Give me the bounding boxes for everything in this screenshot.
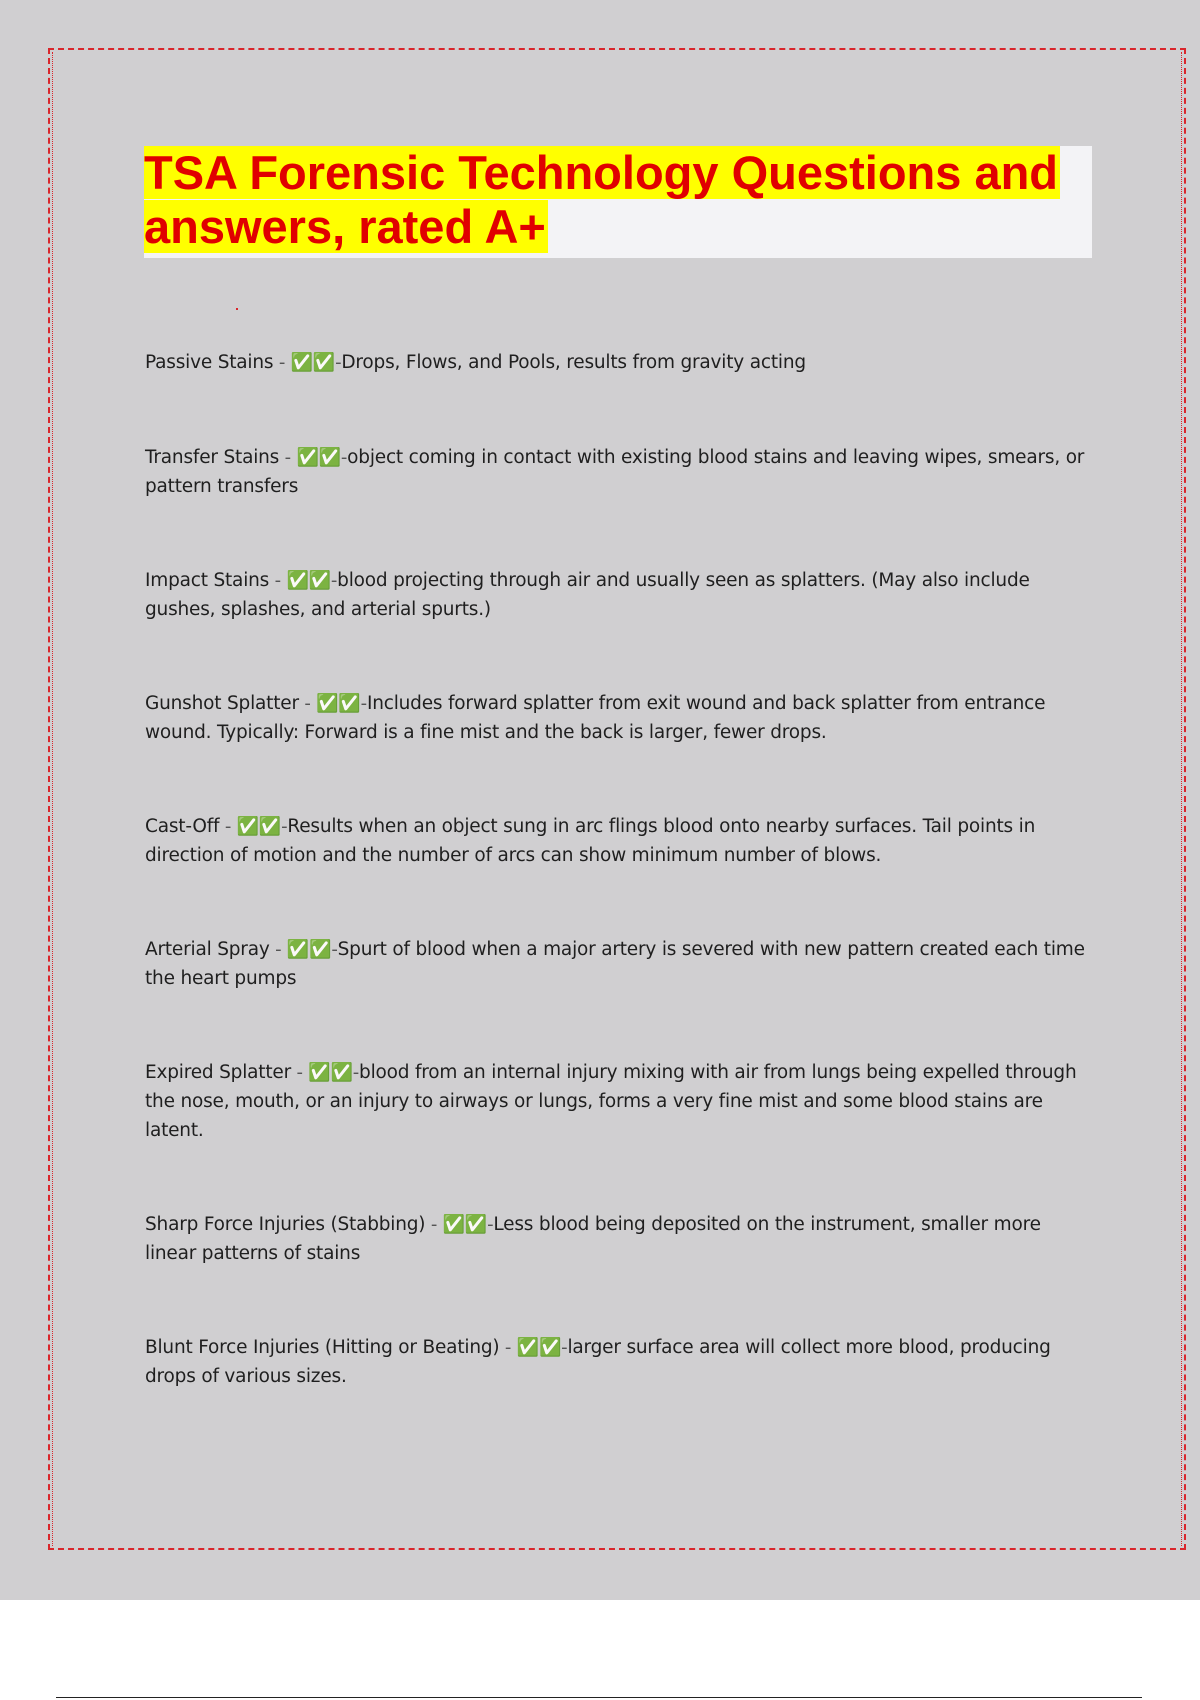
page-border-inner [52,52,1182,1546]
footer-rule [56,1697,1142,1698]
qa-definition: object coming in contact with existing blood stains and leaving wipes, smears, or pattern transfers [145,447,1085,497]
qa-term: Blunt Force Injuries (Hitting or Beating) [145,1337,500,1358]
qa-item [145,1210,1095,1268]
qa-definition: larger surface area will collect more blood, producing drops of various sizes. [145,1337,1051,1387]
qa-term: Sharp Force Injuries (Stabbing) [145,1214,426,1235]
qa-term: Expired Splatter [145,1062,291,1083]
double-check-icon: - ✅✅- [273,352,342,373]
qa-item [145,1333,1095,1391]
qa-term: Gunshot Splatter [145,693,299,714]
qa-item [145,348,1095,377]
qa-item [145,935,1095,993]
double-check-icon: - ✅✅- [499,1337,568,1358]
title-block [144,146,1092,258]
decorative-dot [236,308,238,310]
qa-item [145,689,1095,747]
qa-term: Arterial Spray [145,939,270,960]
double-check-icon: - ✅✅- [269,570,338,591]
qa-item [145,443,1095,501]
qa-definition: Drops, Flows, and Pools, results from gravity acting [341,352,806,373]
qa-definition: blood from an internal injury mixing with air from lungs being expelled through the nose, mouth, or an injury to airways or lungs, forms a very fine mist and some blood stains are latent. [145,1062,1077,1141]
qa-item [145,566,1095,624]
double-check-icon: - ✅✅- [298,693,367,714]
qa-term: Transfer Stains [145,447,280,468]
double-check-icon: - ✅✅- [269,939,338,960]
qa-item [145,812,1095,870]
qa-definition: Includes forward splatter from exit wound and back splatter from entrance wound. Typically: Forward is a fine mist and the back is larger, fewer drops. [145,693,1046,743]
qa-term: Passive Stains [145,352,274,373]
qa-item [145,1058,1095,1145]
qa-term: Impact Stains [145,570,270,591]
double-check-icon: - ✅✅- [425,1214,494,1235]
double-check-icon: - ✅✅- [219,816,288,837]
qa-definition: Less blood being deposited on the instrument, smaller more linear patterns of stains [145,1214,1041,1264]
document-title [144,146,1092,254]
double-check-icon: - ✅✅- [279,447,348,468]
document-title-text: TSA Forensic Technology Questions and answers, rated A+ [144,146,1058,253]
qa-term: Cast-Off [145,816,220,837]
double-check-icon: - ✅✅- [290,1062,360,1083]
qa-definition: blood projecting through air and usually seen as splatters. (May also include gushes, splashes, and arterial spurts.) [145,570,1030,620]
qa-definition: Spurt of blood when a major artery is severed with new pattern created each time the heart pumps [145,939,1085,989]
qa-definition: Results when an object sung in arc flings blood onto nearby surfaces. Tail points in direction of motion and the number of arcs can show minimum number of blows. [145,816,1036,866]
